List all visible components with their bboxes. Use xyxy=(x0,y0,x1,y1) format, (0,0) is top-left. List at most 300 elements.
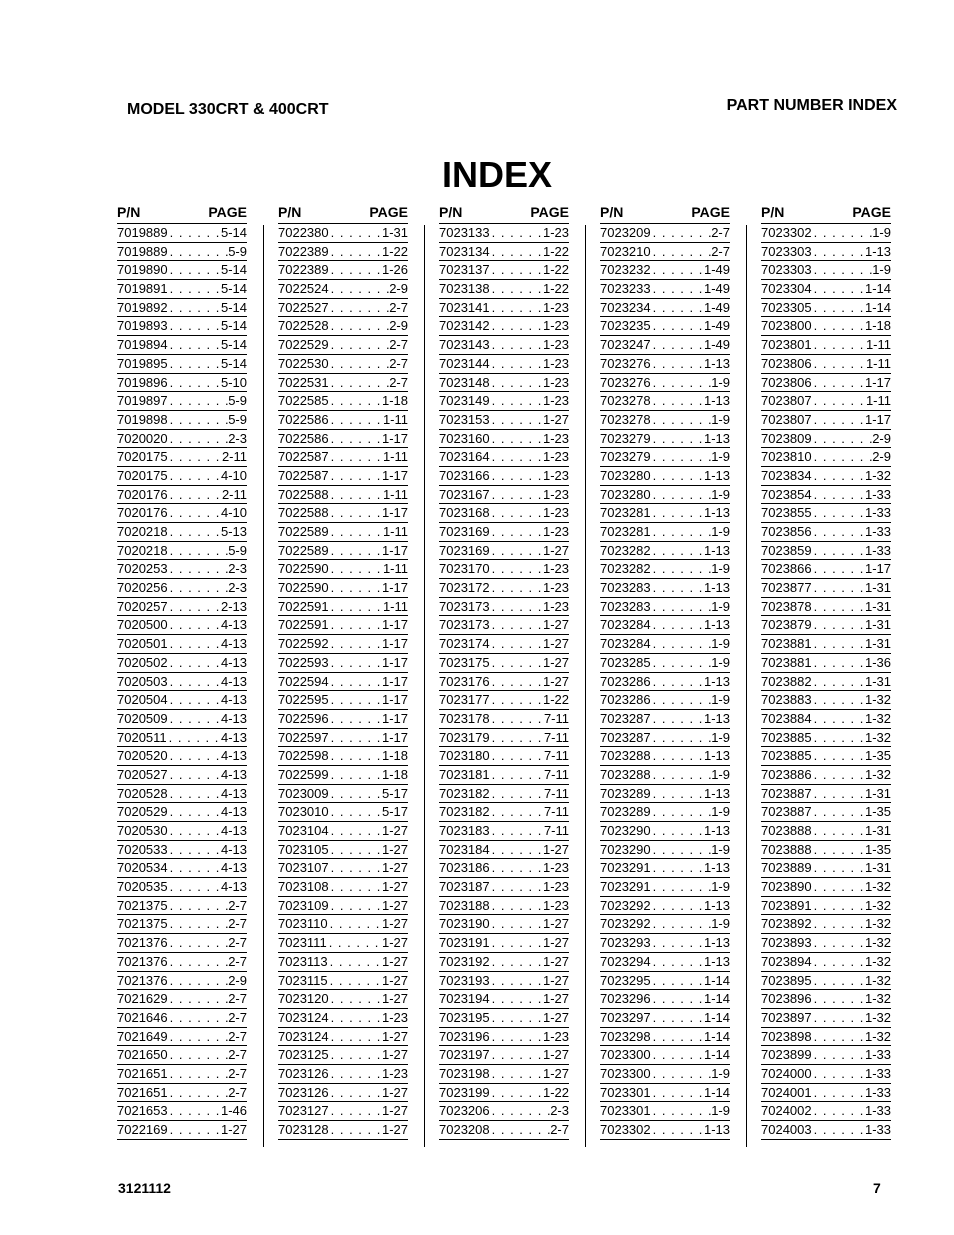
dot-leader xyxy=(329,1065,382,1083)
dot-leader xyxy=(329,1009,382,1027)
page-ref: 1-14 xyxy=(703,1028,730,1044)
dot-leader xyxy=(328,953,382,971)
page-ref: 7-11 xyxy=(543,766,569,782)
part-number: 7023276 xyxy=(600,374,651,390)
part-number: 7023879 xyxy=(761,617,812,633)
dot-leader xyxy=(651,317,704,335)
part-number: 7023174 xyxy=(439,636,490,652)
index-entry xyxy=(278,1084,408,1103)
part-number: 7023304 xyxy=(761,281,812,297)
dot-leader xyxy=(812,1121,865,1139)
part-number: 7023890 xyxy=(761,879,812,895)
dot-leader xyxy=(651,243,712,261)
dot-leader xyxy=(812,523,865,541)
part-number: 7019897 xyxy=(117,393,168,409)
page-ref: 1-9 xyxy=(711,916,730,932)
page-ref: 1-27 xyxy=(542,953,569,969)
dot-leader xyxy=(651,1028,704,1046)
page-ref: 2-7 xyxy=(389,299,408,315)
index-column-2 xyxy=(278,204,408,1140)
part-number: 7023233 xyxy=(600,281,651,297)
index-entry xyxy=(439,1121,569,1140)
index-entry xyxy=(278,859,408,878)
part-number: 7023889 xyxy=(761,860,812,876)
index-entry xyxy=(278,953,408,972)
dot-leader xyxy=(329,710,382,728)
part-number: 7023109 xyxy=(278,897,329,913)
index-entry xyxy=(761,261,891,280)
page-ref: 2-7 xyxy=(711,243,730,259)
index-entry xyxy=(600,803,730,822)
dot-leader xyxy=(329,579,382,597)
page-ref: 1-9 xyxy=(711,804,730,820)
part-number: 7023285 xyxy=(600,654,651,670)
part-number: 7023153 xyxy=(439,411,490,427)
dot-leader xyxy=(812,1065,865,1083)
page-ref: 1-13 xyxy=(703,505,730,521)
page-ref: 1-9 xyxy=(711,692,730,708)
index-entry xyxy=(600,972,730,991)
dot-leader xyxy=(329,261,382,279)
page-ref: 1-27 xyxy=(542,411,569,427)
dot-leader xyxy=(812,803,865,821)
page-ref: 1-23 xyxy=(542,561,569,577)
index-entry xyxy=(117,766,247,785)
index-entry xyxy=(117,523,247,542)
part-number: 7022590 xyxy=(278,561,329,577)
part-number: 7023169 xyxy=(439,524,490,539)
page-ref: 1-36 xyxy=(864,654,891,670)
dot-leader xyxy=(329,673,382,691)
part-number: 7020528 xyxy=(117,785,168,801)
index-entry xyxy=(439,542,569,561)
index-entry xyxy=(761,729,891,748)
page-ref: 1-32 xyxy=(864,710,891,726)
index-entry xyxy=(761,1121,891,1140)
index-entry xyxy=(600,710,730,729)
page-ref: 1-27 xyxy=(542,542,569,558)
part-number: 7023149 xyxy=(439,393,490,409)
page-ref: 1-23 xyxy=(542,299,569,315)
page-ref: 1-9 xyxy=(711,766,730,782)
part-number: 7021376 xyxy=(117,953,168,969)
part-number: 7023855 xyxy=(761,505,812,521)
page-ref: 1-32 xyxy=(864,879,891,895)
part-number: 7023184 xyxy=(439,841,490,857)
part-number: 7023286 xyxy=(600,692,651,708)
part-number: 7023885 xyxy=(761,729,812,745)
dot-leader xyxy=(490,1121,551,1139)
page-ref: 5-14 xyxy=(220,355,247,371)
index-entry xyxy=(278,411,408,430)
page-ref: 1-23 xyxy=(542,879,569,895)
page-ref: 1-17 xyxy=(381,430,408,446)
dot-leader xyxy=(812,336,866,354)
page-ref: 1-23 xyxy=(542,449,569,465)
part-number: 7023133 xyxy=(439,225,490,240)
part-number: 7023167 xyxy=(439,486,490,502)
page-ref: 1-23 xyxy=(542,393,569,409)
dot-leader xyxy=(329,747,382,765)
index-entry xyxy=(278,355,408,374)
index-entry xyxy=(278,542,408,561)
page-ref: 1-9 xyxy=(711,449,730,465)
part-number: 7024001 xyxy=(761,1084,812,1100)
index-entry xyxy=(761,803,891,822)
page-ref: 1-27 xyxy=(381,1028,408,1044)
page-ref: 5-10 xyxy=(220,374,247,390)
index-entry xyxy=(600,822,730,841)
page-ref: 1-13 xyxy=(703,953,730,969)
part-number: 7023297 xyxy=(600,1009,651,1025)
page-ref: 5-17 xyxy=(381,785,408,801)
index-entry xyxy=(278,654,408,673)
index-entry xyxy=(600,616,730,635)
index-entry xyxy=(439,523,569,542)
part-number: 7020503 xyxy=(117,673,168,689)
index-entry xyxy=(761,635,891,654)
part-number: 7023107 xyxy=(278,860,329,876)
dot-leader xyxy=(490,1065,543,1083)
dot-leader xyxy=(168,747,221,765)
page-ref: 1-49 xyxy=(703,299,730,315)
dot-leader xyxy=(812,953,865,971)
dot-leader xyxy=(651,785,704,803)
dot-leader xyxy=(490,598,543,616)
index-entry xyxy=(278,374,408,393)
part-number: 7022591 xyxy=(278,617,329,633)
page-ref: 1-27 xyxy=(381,897,408,913)
part-number: 7020175 xyxy=(117,467,168,483)
dot-leader xyxy=(490,523,543,541)
index-entry xyxy=(278,1065,408,1084)
page-ref: 1-13 xyxy=(703,580,730,596)
dot-leader xyxy=(651,897,704,915)
dot-leader xyxy=(168,504,221,522)
dot-leader xyxy=(490,710,544,728)
part-number: 7023247 xyxy=(600,337,651,353)
index-entry xyxy=(600,317,730,336)
page-ref: 2-9 xyxy=(872,449,891,465)
part-number: 7020509 xyxy=(117,710,168,726)
page-ref: 1-22 xyxy=(542,262,569,278)
page-ref: 1-27 xyxy=(381,935,408,951)
dot-leader xyxy=(812,299,865,317)
page-ref: 1-23 xyxy=(542,374,569,390)
index-entry xyxy=(600,729,730,748)
part-number: 7023279 xyxy=(600,449,651,465)
index-entry xyxy=(600,374,730,393)
part-number: 7021376 xyxy=(117,935,168,951)
dot-leader xyxy=(812,972,865,990)
index-entry xyxy=(439,822,569,841)
part-number: 7023897 xyxy=(761,1009,812,1025)
dot-leader xyxy=(651,523,712,541)
page-ref: 2-3 xyxy=(228,430,247,446)
index-entry xyxy=(600,1009,730,1028)
index-entry xyxy=(761,374,891,393)
page-ref: 1-35 xyxy=(864,841,891,857)
index-entry xyxy=(117,635,247,654)
page-ref: 1-22 xyxy=(542,692,569,708)
page-ref: 1-27 xyxy=(381,1122,408,1137)
dot-leader xyxy=(168,1028,229,1046)
part-number: 7023282 xyxy=(600,542,651,558)
dot-leader xyxy=(651,710,704,728)
dot-leader xyxy=(651,878,712,896)
part-number: 7022587 xyxy=(278,467,329,483)
index-entry xyxy=(278,878,408,897)
part-number: 7023806 xyxy=(761,355,812,371)
dot-leader xyxy=(329,1046,382,1064)
dot-leader xyxy=(329,392,382,410)
page-ref: 5-14 xyxy=(220,318,247,334)
dot-leader xyxy=(490,355,543,373)
dot-leader xyxy=(168,355,221,373)
page-ref: 1-27 xyxy=(381,991,408,1007)
part-number: 7023232 xyxy=(600,262,651,278)
dot-leader xyxy=(490,392,543,410)
page-ref: 1-17 xyxy=(381,542,408,558)
page-ref: 2-7 xyxy=(228,1009,247,1025)
part-number: 7019891 xyxy=(117,281,168,297)
index-entry xyxy=(117,467,247,486)
index-entry xyxy=(278,430,408,449)
page-ref: 1-9 xyxy=(872,262,891,278)
page-ref: 5-9 xyxy=(228,542,247,558)
index-entry xyxy=(117,486,247,505)
page-ref: 1-32 xyxy=(864,897,891,913)
index-entry xyxy=(117,579,247,598)
page-ref: 1-35 xyxy=(864,804,891,820)
page-ref: 1-11 xyxy=(865,355,891,371)
part-number: 7023291 xyxy=(600,860,651,876)
dot-leader xyxy=(812,729,865,747)
page-heading: PAGE xyxy=(208,204,247,220)
dot-leader xyxy=(329,785,382,803)
part-number: 7023142 xyxy=(439,318,490,334)
column-divider xyxy=(263,225,264,1147)
page-ref: 7-11 xyxy=(543,785,569,801)
page-ref: 1-33 xyxy=(864,1103,891,1119)
dot-leader xyxy=(490,878,543,896)
part-number: 7023173 xyxy=(439,617,490,633)
dot-leader xyxy=(490,1102,551,1120)
page-ref: 7-11 xyxy=(543,729,569,745)
part-number: 7023301 xyxy=(600,1103,651,1119)
pn-heading: P/N xyxy=(278,204,302,220)
part-number: 7020535 xyxy=(117,879,168,895)
dot-leader xyxy=(490,729,544,747)
part-number: 7022591 xyxy=(278,598,329,614)
dot-leader xyxy=(651,934,704,952)
page-ref: 1-9 xyxy=(711,1065,730,1081)
dot-leader xyxy=(812,392,866,410)
dot-leader xyxy=(651,542,704,560)
part-number: 7023898 xyxy=(761,1028,812,1044)
dot-leader xyxy=(812,915,865,933)
part-number: 7022531 xyxy=(278,374,329,390)
page-ref: 2-7 xyxy=(550,1122,569,1137)
page-ref: 5-14 xyxy=(220,337,247,353)
dot-leader xyxy=(329,897,382,915)
index-entry xyxy=(117,317,247,336)
part-number: 7023113 xyxy=(278,953,328,969)
dot-leader xyxy=(651,972,704,990)
index-entry xyxy=(439,990,569,1009)
index-entry xyxy=(439,785,569,804)
index-entry xyxy=(117,710,247,729)
part-number: 7022592 xyxy=(278,636,329,652)
index-entry xyxy=(117,243,247,262)
part-number: 7023181 xyxy=(439,766,490,782)
part-number: 7023280 xyxy=(600,467,651,483)
page-ref: 1-18 xyxy=(864,318,891,334)
part-number: 7023143 xyxy=(439,337,490,353)
page-ref: 2-7 xyxy=(228,1065,247,1081)
index-entry xyxy=(439,1028,569,1047)
dot-leader xyxy=(329,635,382,653)
page-ref: 1-17 xyxy=(381,710,408,726)
dot-leader xyxy=(651,915,712,933)
index-entry xyxy=(278,729,408,748)
index-entry xyxy=(117,953,247,972)
page-ref: 4-13 xyxy=(220,860,247,876)
part-number: 7023288 xyxy=(600,748,651,764)
page-ref: 1-33 xyxy=(864,524,891,539)
index-entry xyxy=(600,1065,730,1084)
dot-leader xyxy=(329,691,382,709)
dot-leader xyxy=(329,486,383,504)
page-ref: 4-13 xyxy=(220,804,247,820)
part-number: 7023197 xyxy=(439,1047,490,1063)
part-number: 7020501 xyxy=(117,636,168,652)
part-number: 7024002 xyxy=(761,1103,812,1119)
column-divider xyxy=(746,225,747,1147)
dot-leader xyxy=(490,934,543,952)
index-entry xyxy=(761,785,891,804)
index-entry xyxy=(117,990,247,1009)
part-number: 7023881 xyxy=(761,636,812,652)
dot-leader xyxy=(168,897,229,915)
dot-leader xyxy=(168,691,221,709)
dot-leader xyxy=(490,747,544,765)
dot-leader xyxy=(812,579,865,597)
index-entry xyxy=(439,710,569,729)
index-entry xyxy=(439,1009,569,1028)
dot-leader xyxy=(168,392,229,410)
part-number: 7020502 xyxy=(117,654,168,670)
part-number: 7022590 xyxy=(278,580,329,596)
part-number: 7022599 xyxy=(278,766,329,782)
page-ref: 1-31 xyxy=(864,636,891,652)
page-ref: 1-33 xyxy=(864,1047,891,1063)
page-ref: 1-9 xyxy=(711,841,730,857)
index-entry xyxy=(761,598,891,617)
index-entry xyxy=(278,897,408,916)
dot-leader xyxy=(812,560,865,578)
part-number: 7023292 xyxy=(600,897,651,913)
index-entry xyxy=(600,392,730,411)
dot-leader xyxy=(651,504,704,522)
page-ref: 1-23 xyxy=(542,897,569,913)
part-number: 7023192 xyxy=(439,953,490,969)
dot-leader xyxy=(168,710,221,728)
dot-leader xyxy=(490,542,543,560)
part-number: 7023834 xyxy=(761,467,812,483)
index-entry xyxy=(600,448,730,467)
dot-leader xyxy=(329,859,382,877)
dot-leader xyxy=(812,635,865,653)
index-entry xyxy=(278,841,408,860)
page-ref: 4-13 xyxy=(220,673,247,689)
index-entry xyxy=(761,1102,891,1121)
index-entry xyxy=(278,803,408,822)
part-number: 7023208 xyxy=(439,1122,490,1137)
page-ref: 2-7 xyxy=(228,935,247,951)
index-entry xyxy=(600,897,730,916)
page-ref: 1-22 xyxy=(542,281,569,297)
part-number: 7023190 xyxy=(439,916,490,932)
dot-leader xyxy=(490,803,544,821)
dot-leader xyxy=(651,691,712,709)
part-number: 7023293 xyxy=(600,935,651,951)
part-number: 7020511 xyxy=(117,729,167,745)
page-ref: 1-46 xyxy=(220,1103,247,1119)
index-entry xyxy=(761,317,891,336)
index-entry xyxy=(439,1084,569,1103)
part-number: 7023183 xyxy=(439,823,490,838)
dot-leader xyxy=(812,1046,865,1064)
dot-leader xyxy=(490,1046,543,1064)
index-entry xyxy=(761,1084,891,1103)
dot-leader xyxy=(168,953,229,971)
dot-leader xyxy=(490,224,543,242)
index-entry xyxy=(761,355,891,374)
page-ref: 2-7 xyxy=(228,991,247,1007)
index-entry xyxy=(439,729,569,748)
dot-leader xyxy=(168,542,229,560)
part-number: 7023170 xyxy=(439,561,490,577)
dot-leader xyxy=(651,430,704,448)
part-number: 7023110 xyxy=(278,916,328,932)
dot-leader xyxy=(490,467,543,485)
part-number: 7023182 xyxy=(439,804,490,820)
dot-leader xyxy=(168,766,221,784)
dot-leader xyxy=(812,261,873,279)
part-number: 7023193 xyxy=(439,972,490,988)
column-header xyxy=(761,204,891,224)
page-ref: 1-13 xyxy=(703,785,730,801)
part-number: 7023160 xyxy=(439,430,490,446)
index-entry xyxy=(439,953,569,972)
index-entry xyxy=(439,504,569,523)
part-number: 7023124 xyxy=(278,1028,329,1044)
dot-leader xyxy=(168,673,221,691)
part-number: 7023892 xyxy=(761,916,812,932)
index-entry xyxy=(600,1028,730,1047)
doc-number: 3121112 xyxy=(118,1180,171,1196)
dot-leader xyxy=(812,1084,865,1102)
dot-leader xyxy=(490,953,543,971)
page-ref: 4-13 xyxy=(220,766,247,782)
dot-leader xyxy=(651,355,704,373)
page-ref: 1-32 xyxy=(864,1028,891,1044)
page-ref: 5-9 xyxy=(228,393,247,409)
dot-leader xyxy=(168,915,229,933)
part-number: 7023111 xyxy=(278,935,327,951)
dot-leader xyxy=(329,467,382,485)
